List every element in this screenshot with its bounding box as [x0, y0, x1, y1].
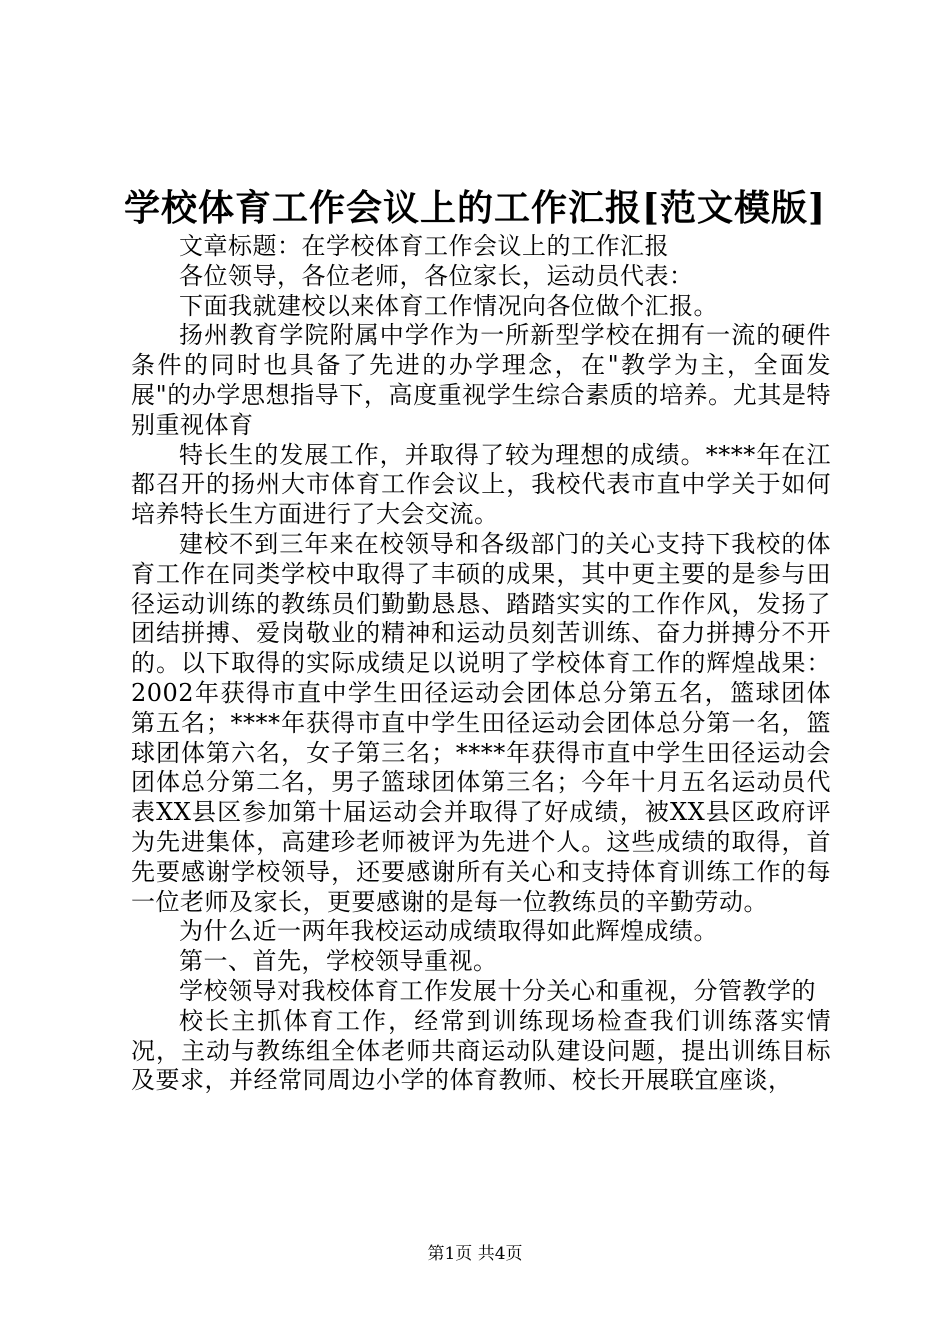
- paragraph: 学校领导对我校体育工作发展十分关心和重视，分管教学的: [179, 976, 816, 1005]
- paragraph-salutation: 各位领导，各位老师，各位家长，运动员代表：: [179, 261, 694, 290]
- paragraph: 建校不到三年来在校领导和各级部门的关心支持下我校的体育工作在同类学校中取得了丰硕的成果，其中更主要的是参与田径运动训练的教练员们勤勤恳恳、踏踏实实的工作作风，发扬了团结拼搏、爱岗敬业的精神和运动员刻苦训练、奋力拼搏分不开的。以下取得的实际成绩足以说明了学校体育工作的辉煌战果：2002年获得市直中学生田径运动会团体总分第五名，篮球团体第五名；****年获得市直中学生田径运动会团体总分第一名，篮球团体第六名，女子第三名；****年获得市直中学生田径运动会团体总分第二名，男子篮球团体第三名；今年十月五名运动员代表XX县区参加第十届运动会并取得了好成绩，被XX县区政府评为先进集体，高建珍老师被评为先进个人。这些成绩的取得，首先要感谢学校领导，还要感谢所有关心和支持体育训练工作的每一位老师及家长，更要感谢的是每一位教练员的辛勤劳动。: [131, 529, 831, 916]
- paragraph-article-title: 文章标题：在学校体育工作会议上的工作汇报: [179, 232, 669, 260]
- document-body: [131, 232, 831, 1096]
- page-number-footer: 第1页 共4页: [427, 1244, 523, 1264]
- paragraph: 为什么近一两年我校运动成绩取得如此辉煌成绩。: [179, 917, 718, 946]
- paragraph: 校长主抓体育工作，经常到训练现场检查我们训练落实情况，主动与教练组全体老师共商运动队建设问题，提出训练目标及要求，并经常同周边小学的体育教师、校长开展联宜座谈，: [131, 1006, 831, 1095]
- paragraph-intro: 下面我就建校以来体育工作情况向各位做个汇报。: [179, 291, 718, 320]
- paragraph: 扬州教育学院附属中学作为一所新型学校在拥有一流的硬件条件的同时也具备了先进的办学理念，在"教学为主，全面发展"的办学思想指导下，高度重视学生综合素质的培养。尤其是特别重视体育: [131, 321, 831, 439]
- paragraph: 特长生的发展工作，并取得了较为理想的成绩。****年在江都召开的扬州大市体育工作会议上，我校代表市直中学关于如何培养特长生方面进行了大会交流。: [131, 440, 831, 529]
- paragraph-heading: 第一、首先，学校领导重视。: [179, 947, 498, 976]
- page-title: 学校体育工作会议上的工作汇报[范文模版]: [123, 187, 827, 229]
